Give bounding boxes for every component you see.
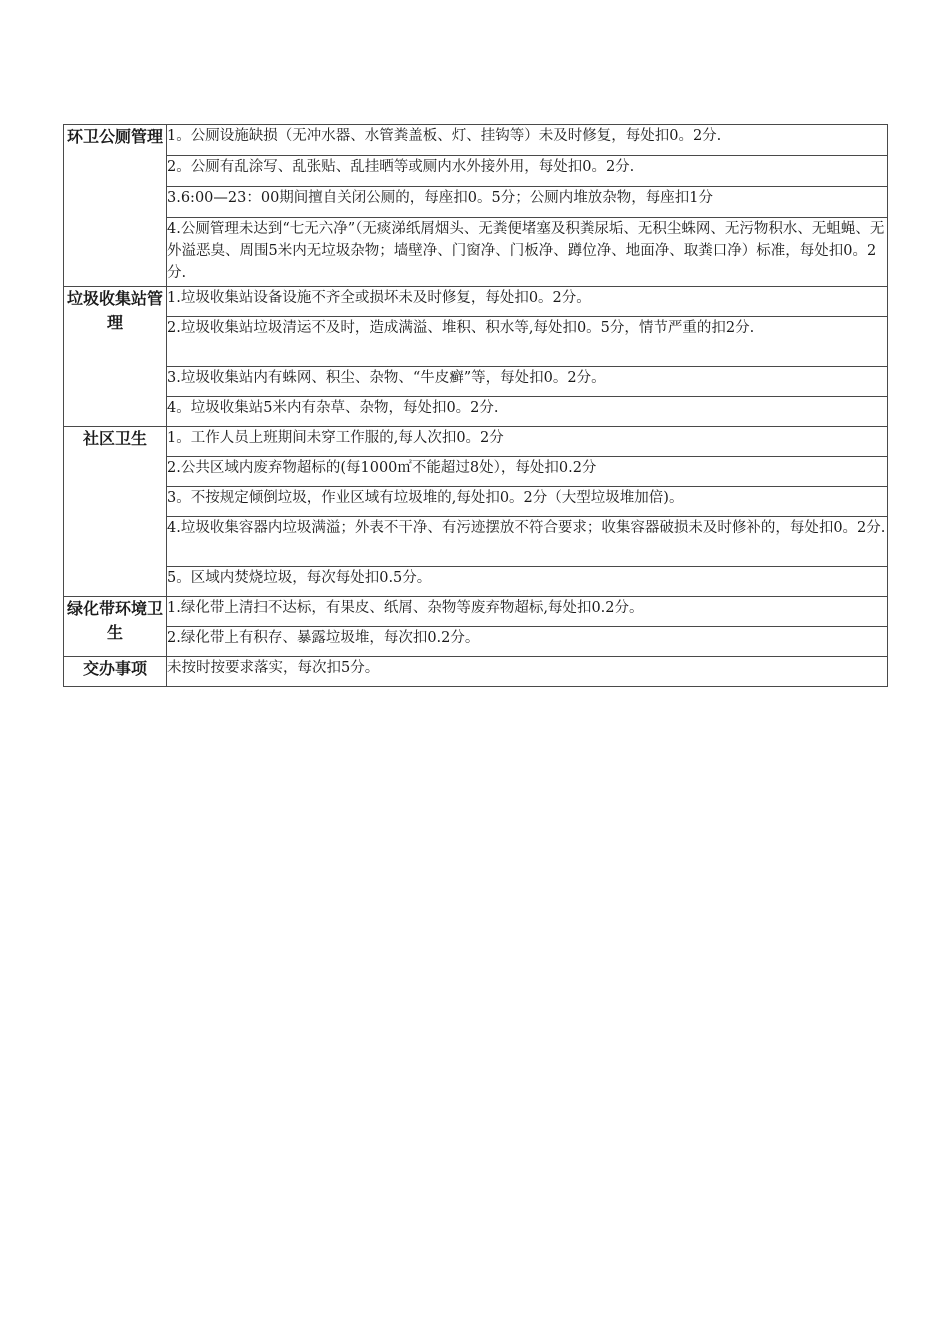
table-row	[64, 317, 888, 367]
criteria-item: 1.绿化带上清扫不达标，有果皮、纸屑、杂物等废弃物超标,每处扣0.2分。	[167, 597, 888, 627]
table-row	[64, 187, 888, 218]
table-row	[64, 427, 888, 457]
table-row	[64, 397, 888, 427]
criteria-item: 4.垃圾收集容器内垃圾满溢；外表不干净、有污迹摆放不符合要求；收集容器破损未及时修补的，每处扣0。2分.	[167, 517, 888, 567]
criteria-item: 2。公厕有乱涂写、乱张贴、乱挂晒等或厕内水外接外用，每处扣0。2分.	[167, 156, 888, 187]
category-cell: 绿化带环境卫生	[64, 597, 167, 657]
category-cell: 交办事项	[64, 657, 167, 687]
table-row	[64, 156, 888, 187]
criteria-item: 3.6:00—23：00期间擅自关闭公厕的，每座扣0。5分；公厕内堆放杂物，每座扣1分	[167, 187, 888, 218]
criteria-item: 2.绿化带上有积存、暴露垃圾堆，每次扣0.2分。	[167, 627, 888, 657]
table-row	[64, 287, 888, 317]
table-row	[64, 517, 888, 567]
category-cell: 社区卫生	[64, 427, 167, 597]
criteria-item: 3。不按规定倾倒垃圾，作业区域有垃圾堆的,每处扣0。2分（大型垃圾堆加倍)。	[167, 487, 888, 517]
criteria-item: 1。工作人员上班期间未穿工作服的,每人次扣0。2分	[167, 427, 888, 457]
criteria-item: 2.公共区域内废弃物超标的(每1000㎡不能超过8处），每处扣0.2分	[167, 457, 888, 487]
table-row	[64, 125, 888, 156]
criteria-item: 未按时按要求落实，每次扣5分。	[167, 657, 888, 687]
criteria-item: 2.垃圾收集站垃圾清运不及时，造成满溢、堆积、积水等,每处扣0。5分，情节严重的扣2分.	[167, 317, 888, 367]
table-row	[64, 597, 888, 627]
criteria-item: 4.公厕管理未达到“七无六净”（无痰涕纸屑烟头、无粪便堵塞及积粪尿垢、无积尘蛛网、无污物积水、无蛆蝇、无外溢恶臭、周围5米内无垃圾杂物；墙壁净、门窗净、门板净、蹲位净、地面净、取粪口净）标准，每处扣0。2分.	[167, 218, 888, 287]
criteria-item: 4。垃圾收集站5米内有杂草、杂物，每处扣0。2分.	[167, 397, 888, 427]
inspection-standards-table	[63, 124, 888, 687]
criteria-item: 5。区域内焚烧垃圾，每次每处扣0.5分。	[167, 567, 888, 597]
table-row	[64, 218, 888, 287]
table-row	[64, 457, 888, 487]
criteria-item: 3.垃圾收集站内有蛛网、积尘、杂物、“牛皮癣”等，每处扣0。2分。	[167, 367, 888, 397]
table-row	[64, 567, 888, 597]
criteria-item: 1.垃圾收集站设备设施不齐全或损坏未及时修复，每处扣0。2分。	[167, 287, 888, 317]
category-cell: 环卫公厕管理	[64, 125, 167, 287]
table-row	[64, 627, 888, 657]
table-row	[64, 487, 888, 517]
criteria-item: 1。公厕设施缺损（无冲水器、水管粪盖板、灯、挂钩等）未及时修复，每处扣0。2分.	[167, 125, 888, 156]
category-cell: 垃圾收集站管理	[64, 287, 167, 427]
table-row	[64, 367, 888, 397]
table-row	[64, 657, 888, 687]
